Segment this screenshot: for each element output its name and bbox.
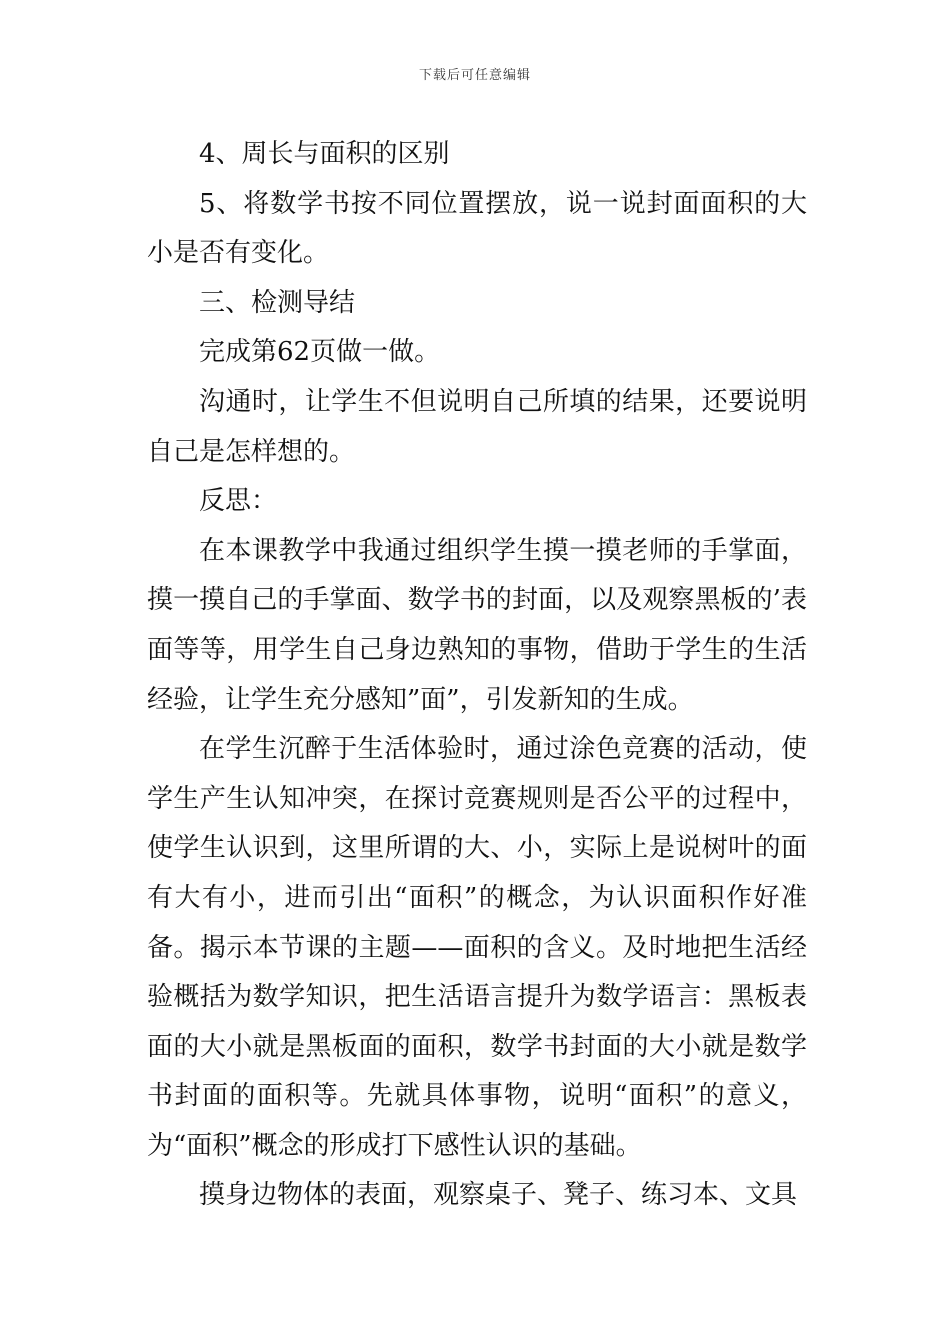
paragraph-reflection-1: 在本课教学中我通过组织学生摸一摸老师的手掌面，摸一摸自己的手掌面、数学书的封面，以及观察黑板的’表面等等，用学生自己身边熟知的事物，借助于学生的生活经验，让学生充分感知”面”，引发新知的生成。 (147, 535, 807, 715)
section-heading-reflection: 反思： (199, 486, 278, 517)
paragraph-reflection-2: 在学生沉醉于生活体验时，通过涂色竞赛的活动，使学生产生认知冲突，在探讨竞赛规则是否公平的过程中，使学生认识到，这里所谓的大、小，实际上是说树叶的面有大有小，进而引出“面积”的概念，为认识面积作好准备。揭示本节课的主题——面积的含义。及时地把生活经验概括为数学知识，把生活语言提升为数学语言：黑板表面的大小就是黑板面的面积，数学书封面的大小就是数学书封面的面积等。先就具体事物，说明“面积”的意义，为“面积”概念的形成打下感性认识的基础。 (147, 734, 807, 1161)
document-body (147, 130, 807, 1221)
section-heading-test: 三、检测导结 (199, 287, 356, 318)
page-header: 下载后可任意编辑 (418, 68, 531, 83)
list-item-perimeter-vs-area: 4、周长与面积的区别 (199, 139, 450, 169)
paragraph-reflection-3: 摸身边物体的表面，观察桌子、凳子、练习本、文具 (199, 1180, 798, 1211)
paragraph-exercise: 完成第62页做一做。 (199, 337, 441, 368)
paragraph-communication: 沟通时，让学生不但说明自己所填的结果，还要说明自己是怎样想的。 (147, 386, 807, 467)
list-item-book-placement: 5、将数学书按不同位置摆放，说一说封面面积的大小是否有变化。 (147, 188, 807, 269)
